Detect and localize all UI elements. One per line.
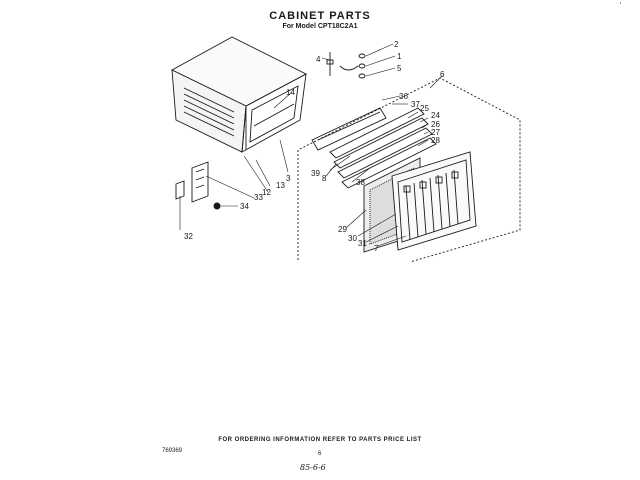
callout-32: 32 xyxy=(184,232,193,241)
callout-3: 3 xyxy=(286,174,291,183)
callout-12: 12 xyxy=(262,188,271,197)
screw xyxy=(214,203,220,209)
callout-26: 26 xyxy=(431,120,440,129)
callout-29: 29 xyxy=(338,225,347,234)
callout-28: 28 xyxy=(431,136,440,145)
corner-mark: ' xyxy=(620,2,622,9)
callout-8: 8 xyxy=(322,174,327,183)
page-number: 6 xyxy=(318,451,322,457)
callout-14: 14 xyxy=(286,88,295,97)
callout-5: 5 xyxy=(397,64,402,73)
callout-27: 27 xyxy=(431,128,440,137)
callout-33: 33 xyxy=(254,193,263,202)
callout-13: 13 xyxy=(276,181,285,190)
handwritten-note: 85-6-6 xyxy=(300,463,326,472)
page-title: CABINET PARTS xyxy=(269,10,371,22)
callout-34: 34 xyxy=(240,202,249,211)
callout-38: 38 xyxy=(356,178,365,187)
ordering-note: FOR ORDERING INFORMATION REFER TO PARTS PRICE LIST xyxy=(218,437,422,443)
callout-36: 36 xyxy=(399,92,408,101)
callout-4: 4 xyxy=(316,55,321,64)
callout-24: 24 xyxy=(431,111,440,120)
callout-2: 2 xyxy=(394,40,399,49)
document-number: 769369 xyxy=(162,448,183,454)
mounting-bracket xyxy=(176,162,208,202)
callout-1: 1 xyxy=(397,52,402,61)
callout-30: 30 xyxy=(348,234,357,243)
model-subtitle: For Model CPT18C2A1 xyxy=(282,23,358,30)
callout-25: 25 xyxy=(420,104,429,113)
callout-7: 7 xyxy=(374,244,379,253)
callout-37: 37 xyxy=(411,100,420,109)
callout-39: 39 xyxy=(311,169,320,178)
callout-6: 6 xyxy=(440,70,445,79)
callout-31: 31 xyxy=(358,239,367,248)
